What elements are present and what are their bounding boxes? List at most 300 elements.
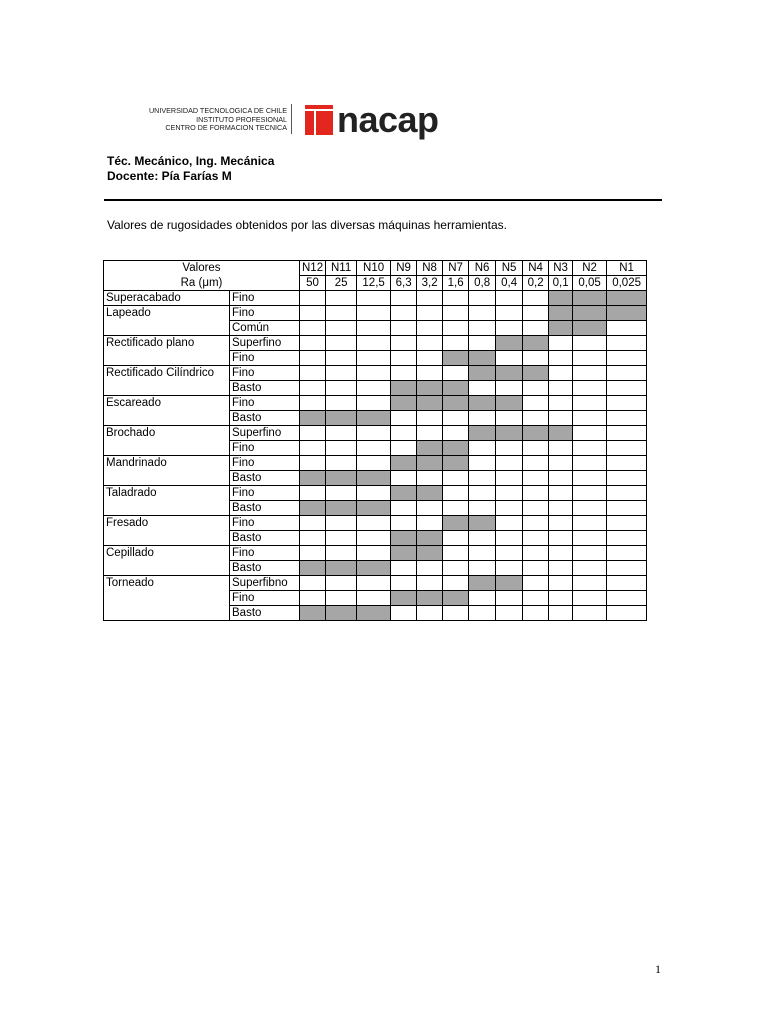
roughness-cell [496,516,523,531]
table-row [104,306,647,321]
roughness-cell [300,456,326,471]
grade-header: N3 [549,261,573,276]
roughness-cell [469,501,496,516]
roughness-cell-shaded [417,591,443,606]
roughness-cell-shaded [417,456,443,471]
roughness-cell [417,366,443,381]
roughness-cell [607,546,647,561]
ra-value-header: 0,1 [549,276,573,291]
roughness-cell [573,426,607,441]
roughness-cell [326,426,357,441]
roughness-cell [326,576,357,591]
roughness-cell [443,501,469,516]
roughness-cell-shaded [326,501,357,516]
roughness-cell [496,291,523,306]
roughness-cell [549,576,573,591]
roughness-cell [443,471,469,486]
finish-type: Fino [230,486,300,501]
roughness-cell [549,486,573,501]
roughness-cell [443,291,469,306]
roughness-cell [549,441,573,456]
roughness-cell [469,531,496,546]
roughness-cell [573,606,607,621]
roughness-cell-shaded [300,606,326,621]
letterhead [107,92,467,156]
roughness-cell [573,411,607,426]
letterhead-divider [291,104,292,134]
roughness-cell [607,426,647,441]
course-title: Téc. Mecánico, Ing. Mecánica [107,154,275,168]
roughness-cell [326,351,357,366]
roughness-cell-shaded [417,486,443,501]
roughness-cell-shaded [443,381,469,396]
process-name: Torneado [104,576,230,621]
ra-value-header: 0,4 [496,276,523,291]
roughness-cell [523,516,549,531]
roughness-cell [607,456,647,471]
roughness-cell-shaded [549,291,573,306]
roughness-cell [573,366,607,381]
roughness-cell [523,291,549,306]
roughness-cell [469,336,496,351]
roughness-cell-shaded [417,396,443,411]
roughness-cell [496,531,523,546]
roughness-cell-shaded [523,366,549,381]
roughness-cell [357,516,391,531]
roughness-cell [469,561,496,576]
roughness-cell [300,516,326,531]
roughness-cell-shaded [417,546,443,561]
roughness-cell [300,576,326,591]
roughness-cell [607,471,647,486]
roughness-cell [417,576,443,591]
roughness-cell-shaded [496,426,523,441]
roughness-cell [549,501,573,516]
roughness-cell [469,381,496,396]
roughness-cell [417,291,443,306]
finish-type: Fino [230,366,300,381]
roughness-cell [391,561,417,576]
roughness-cell-shaded [357,471,391,486]
grade-header: N12 [300,261,326,276]
roughness-cell [523,531,549,546]
header-row-grades [104,261,647,276]
roughness-cell [391,441,417,456]
table-row [104,396,647,411]
roughness-cell [326,381,357,396]
roughness-cell [523,411,549,426]
roughness-cell [573,501,607,516]
roughness-cell [573,456,607,471]
roughness-cell [300,306,326,321]
roughness-cell-shaded [469,351,496,366]
finish-type: Basto [230,501,300,516]
roughness-cell [469,441,496,456]
roughness-cell [607,336,647,351]
finish-type: Fino [230,441,300,456]
roughness-cell [300,366,326,381]
roughness-cell [496,591,523,606]
roughness-cell [357,336,391,351]
roughness-cell [573,441,607,456]
roughness-cell [357,486,391,501]
roughness-cell [573,576,607,591]
grade-header: N11 [326,261,357,276]
roughness-cell [523,396,549,411]
roughness-cell [607,606,647,621]
roughness-cell [357,351,391,366]
roughness-cell-shaded [326,561,357,576]
institution-line-2: INSTITUTO PROFESIONAL [196,114,287,124]
roughness-cell-shaded [469,366,496,381]
roughness-cell [300,396,326,411]
roughness-cell-shaded [573,306,607,321]
roughness-cell-shaded [443,516,469,531]
roughness-cell [417,561,443,576]
logo-mark-icon [305,105,333,135]
roughness-cell [326,366,357,381]
roughness-cell-shaded [523,426,549,441]
roughness-cell [357,381,391,396]
roughness-cell [607,321,647,336]
roughness-cell-shaded [391,546,417,561]
roughness-cell [549,516,573,531]
roughness-cell [443,576,469,591]
roughness-cell [496,471,523,486]
roughness-cell [573,381,607,396]
finish-type: Basto [230,381,300,396]
roughness-cell-shaded [417,441,443,456]
intro-text: Valores de rugosidades obtenidos por las diversas máquinas herramientas. [107,218,508,232]
roughness-cell [326,396,357,411]
roughness-cell-shaded [443,441,469,456]
roughness-cell-shaded [443,351,469,366]
roughness-cell [326,531,357,546]
roughness-cell [607,576,647,591]
roughness-cell-shaded [443,456,469,471]
finish-type: Fino [230,546,300,561]
finish-type: Basto [230,471,300,486]
finish-type: Fino [230,396,300,411]
roughness-cell [357,321,391,336]
roughness-cell-shaded [357,606,391,621]
roughness-cell [357,306,391,321]
header-rule [104,199,662,201]
ra-value-header: 12,5 [357,276,391,291]
roughness-cell [573,471,607,486]
roughness-cell [573,561,607,576]
finish-type: Superfino [230,426,300,441]
roughness-cell [391,366,417,381]
roughness-cell [573,396,607,411]
roughness-cell [469,471,496,486]
roughness-cell [549,546,573,561]
table-row [104,291,647,306]
roughness-cell [300,486,326,501]
table-row [104,366,647,381]
roughness-cell [523,321,549,336]
roughness-cell [469,591,496,606]
roughness-cell [496,501,523,516]
roughness-cell [417,336,443,351]
roughness-cell-shaded [357,561,391,576]
grade-header: N9 [391,261,417,276]
table-row [104,576,647,591]
roughness-cell-shaded [391,591,417,606]
roughness-cell [469,306,496,321]
roughness-cell [391,336,417,351]
process-name: Superacabado [104,291,230,306]
finish-type: Fino [230,351,300,366]
grade-header: N1 [607,261,647,276]
roughness-cell [523,546,549,561]
institution-line-3: CENTRO DE FORMACION TECNICA [165,123,287,133]
roughness-cell [496,441,523,456]
roughness-cell [326,546,357,561]
roughness-cell-shaded [326,606,357,621]
roughness-cell [326,441,357,456]
roughness-cell [326,456,357,471]
grade-header: N4 [523,261,549,276]
table-row [104,486,647,501]
process-name: Brochado [104,426,230,456]
roughness-cell [357,441,391,456]
finish-type: Basto [230,411,300,426]
roughness-cell [357,456,391,471]
roughness-cell [391,426,417,441]
grade-header: N6 [469,261,496,276]
finish-type: Fino [230,516,300,531]
roughness-cell [523,441,549,456]
institution-line-1: UNIVERSIDAD TECNOLOGICA DE CHILE [148,106,287,115]
roughness-cell [391,411,417,426]
roughness-cell [300,321,326,336]
roughness-cell [417,471,443,486]
roughness-cell [326,321,357,336]
roughness-cell [326,591,357,606]
roughness-cell [573,531,607,546]
roughness-cell [549,591,573,606]
roughness-cell [607,486,647,501]
roughness-cell [417,351,443,366]
grade-header: N8 [417,261,443,276]
roughness-cell [573,546,607,561]
finish-type: Fino [230,591,300,606]
roughness-cell-shaded [496,576,523,591]
roughness-cell [357,396,391,411]
roughness-cell [443,606,469,621]
roughness-table [103,260,647,621]
roughness-cell [391,351,417,366]
roughness-cell [469,546,496,561]
roughness-cell-shaded [469,516,496,531]
roughness-cell [443,411,469,426]
table-row [104,456,647,471]
roughness-cell [549,531,573,546]
roughness-cell [326,486,357,501]
roughness-cell [357,591,391,606]
roughness-cell [300,291,326,306]
roughness-cell [357,576,391,591]
roughness-cell-shaded [573,291,607,306]
roughness-cell [549,561,573,576]
roughness-cell-shaded [300,471,326,486]
course-info [107,154,274,184]
roughness-cell-shaded [357,501,391,516]
roughness-cell [469,456,496,471]
roughness-cell [469,291,496,306]
roughness-cell [357,366,391,381]
header-row-values [104,276,647,291]
roughness-cell-shaded [523,336,549,351]
roughness-cell [357,531,391,546]
roughness-cell [549,366,573,381]
roughness-cell [357,426,391,441]
roughness-cell [523,486,549,501]
roughness-cell [496,606,523,621]
roughness-cell [469,486,496,501]
roughness-cell [496,561,523,576]
roughness-cell [443,336,469,351]
roughness-cell [391,471,417,486]
roughness-cell [417,501,443,516]
roughness-cell [607,351,647,366]
roughness-cell-shaded [469,576,496,591]
roughness-cell [300,336,326,351]
roughness-cell-shaded [443,396,469,411]
roughness-cell [607,591,647,606]
roughness-cell-shaded [300,411,326,426]
roughness-cell [469,411,496,426]
finish-type: Superfibno [230,576,300,591]
roughness-cell-shaded [417,381,443,396]
roughness-cell-shaded [549,306,573,321]
roughness-cell [443,321,469,336]
roughness-cell [523,456,549,471]
roughness-cell [496,351,523,366]
ra-value-header: 3,2 [417,276,443,291]
roughness-cell [300,351,326,366]
finish-type: Fino [230,456,300,471]
roughness-cell-shaded [417,531,443,546]
finish-type: Superfino [230,336,300,351]
roughness-cell-shaded [326,411,357,426]
header-label-ra: Ra (μm) [104,276,300,291]
roughness-cell [443,546,469,561]
finish-type: Basto [230,531,300,546]
ra-value-header: 50 [300,276,326,291]
roughness-cell [607,366,647,381]
roughness-cell [496,546,523,561]
roughness-cell [417,411,443,426]
roughness-cell-shaded [391,456,417,471]
roughness-cell [417,516,443,531]
roughness-cell [443,366,469,381]
roughness-cell-shaded [326,471,357,486]
process-name: Rectificado plano [104,336,230,366]
roughness-cell [607,441,647,456]
roughness-cell [549,351,573,366]
process-name: Mandrinado [104,456,230,486]
roughness-cell [549,381,573,396]
roughness-cell [443,306,469,321]
ra-value-header: 25 [326,276,357,291]
finish-type: Basto [230,561,300,576]
roughness-cell [496,411,523,426]
roughness-cell [300,381,326,396]
roughness-cell-shaded [391,396,417,411]
table-row [104,336,647,351]
roughness-cell [391,606,417,621]
roughness-cell [469,606,496,621]
roughness-cell [607,516,647,531]
roughness-cell-shaded [300,501,326,516]
roughness-cell [573,351,607,366]
roughness-cell [607,561,647,576]
roughness-cell [496,456,523,471]
process-name: Taladrado [104,486,230,516]
roughness-cell [300,531,326,546]
header-label-valores: Valores [104,261,300,276]
ra-value-header: 6,3 [391,276,417,291]
roughness-cell-shaded [443,591,469,606]
roughness-cell [549,606,573,621]
roughness-cell-shaded [496,366,523,381]
process-name: Fresado [104,516,230,546]
roughness-cell [300,426,326,441]
roughness-cell [523,381,549,396]
roughness-cell-shaded [391,531,417,546]
grade-header: N5 [496,261,523,276]
roughness-cell [300,546,326,561]
roughness-cell [607,501,647,516]
inacap-logo [305,100,439,140]
finish-type: Fino [230,306,300,321]
roughness-cell-shaded [549,321,573,336]
finish-type: Basto [230,606,300,621]
roughness-cell [357,546,391,561]
roughness-cell [469,321,496,336]
roughness-cell [607,381,647,396]
roughness-cell [573,486,607,501]
roughness-cell [391,576,417,591]
roughness-cell [549,456,573,471]
roughness-cell [573,516,607,531]
roughness-cell-shaded [607,306,647,321]
roughness-cell-shaded [391,381,417,396]
roughness-cell-shaded [469,426,496,441]
roughness-cell-shaded [300,561,326,576]
roughness-cell-shaded [496,396,523,411]
roughness-cell [496,321,523,336]
roughness-cell [417,306,443,321]
roughness-cell-shaded [573,321,607,336]
roughness-cell-shaded [391,486,417,501]
ra-value-header: 0,05 [573,276,607,291]
roughness-cell [443,426,469,441]
roughness-cell [417,426,443,441]
process-name: Lapeado [104,306,230,336]
roughness-cell [391,291,417,306]
table-row [104,546,647,561]
roughness-cell [607,411,647,426]
roughness-cell-shaded [607,291,647,306]
roughness-cell [443,531,469,546]
roughness-cell [357,291,391,306]
process-name: Escareado [104,396,230,426]
roughness-cell [326,336,357,351]
roughness-cell [573,336,607,351]
